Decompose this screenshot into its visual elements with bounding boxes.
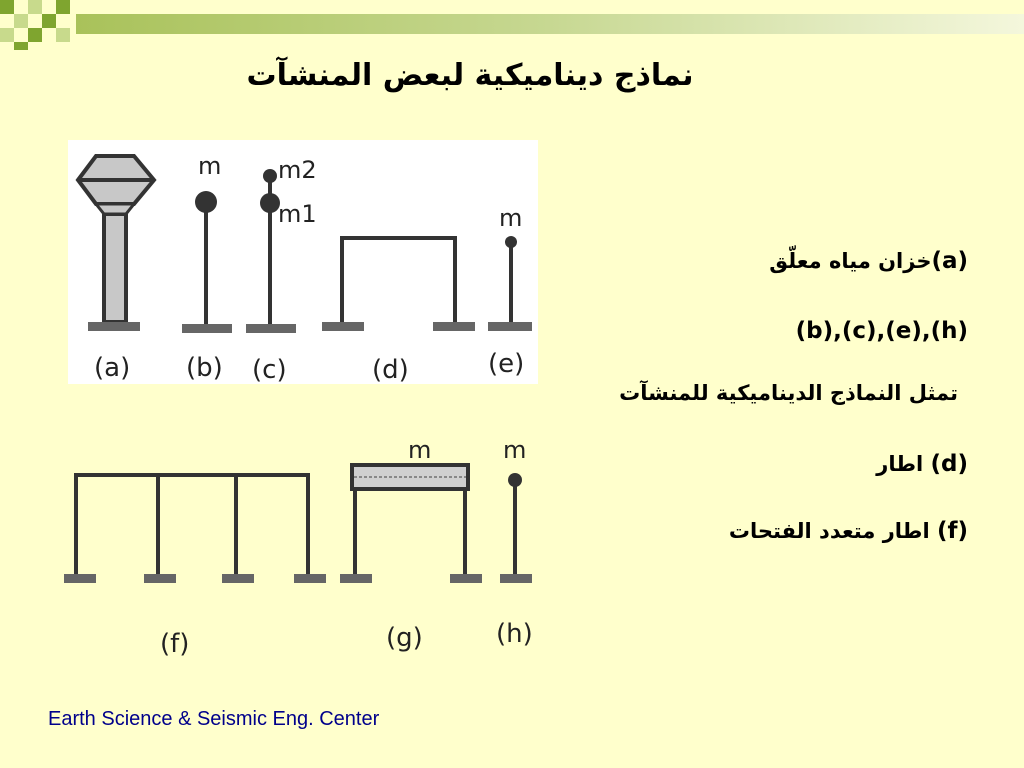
slide-title: نماذج ديناميكية لبعض المنشآت <box>246 58 694 93</box>
mass-label-c-bottom: m1 <box>278 200 317 228</box>
label-d: (d) <box>372 355 409 385</box>
label-c: (c) <box>252 355 287 385</box>
label-g: (g) <box>386 623 423 653</box>
model-f-multi-bay-frame <box>64 475 326 583</box>
mass-label-h: m <box>503 436 527 464</box>
item-f <box>729 518 968 544</box>
item-d-key: (d) <box>930 451 968 477</box>
label-a: (a) <box>94 353 131 383</box>
structural-models-figure <box>0 130 560 670</box>
item-f-key: (f) <box>936 518 968 544</box>
label-b: (b) <box>186 353 223 383</box>
item-d-text: اطار <box>876 452 924 476</box>
model-g-rigid-girder-frame <box>340 465 482 583</box>
label-h: (h) <box>496 619 533 649</box>
label-f: (f) <box>160 629 190 659</box>
item-a-text: خزان مياه معلّق <box>769 249 932 273</box>
mass-label-g: m <box>408 436 432 464</box>
mass-label-c-top: m2 <box>278 156 317 184</box>
label-e: (e) <box>488 349 525 379</box>
item-lumped-description: تمثل النماذج الديناميكية للمنشآت <box>619 381 958 405</box>
slide-footer: Earth Science & Seismic Eng. Center <box>48 708 380 730</box>
mass-label-b: m <box>198 152 222 180</box>
item-d <box>876 451 968 477</box>
mass-label-e: m <box>499 204 523 232</box>
item-lumped-models: (b),(c),(e),(h) <box>795 318 968 344</box>
top-decorative-bar <box>0 0 1024 50</box>
item-a <box>769 248 968 274</box>
model-h-lumped-mass <box>500 473 532 583</box>
item-f-text: اطار متعدد الفتحات <box>728 519 930 543</box>
item-a-key: (a) <box>931 248 968 274</box>
